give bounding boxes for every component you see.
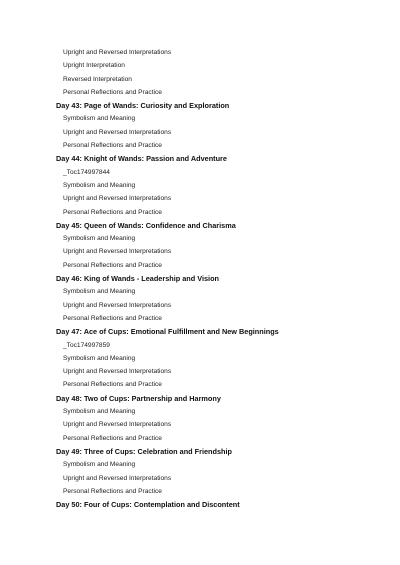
toc-subheading-entry[interactable]: _Toc174997859 xyxy=(63,341,110,349)
toc-heading-entry[interactable]: Day 49: Three of Cups: Celebration and Friendship xyxy=(56,446,232,456)
toc-subheading-entry[interactable]: Personal Reflections and Practice xyxy=(63,434,162,442)
toc-subheading-entry[interactable]: Personal Reflections and Practice xyxy=(63,487,162,495)
toc-heading-entry[interactable]: Day 44: Knight of Wands: Passion and Adventure xyxy=(56,154,227,164)
toc-subheading-entry[interactable]: Upright and Reversed Interpretations xyxy=(63,195,172,203)
toc-subheading-entry[interactable]: Personal Reflections and Practice xyxy=(63,381,162,389)
toc-subheading-entry[interactable]: Symbolism and Meaning xyxy=(63,181,136,189)
toc-heading-entry[interactable]: Day 48: Two of Cups: Partnership and Harmony xyxy=(56,393,221,403)
toc-subheading-entry[interactable]: Personal Reflections and Practice xyxy=(63,88,162,96)
table-of-contents xyxy=(0,46,400,511)
toc-heading-entry[interactable]: Day 46: King of Wands - Leadership and Vision xyxy=(56,274,219,284)
toc-heading-entry[interactable]: Day 47: Ace of Cups: Emotional Fulfillment and New Beginnings xyxy=(56,327,279,337)
toc-subheading-entry[interactable]: Symbolism and Meaning xyxy=(63,235,136,243)
toc-subheading-entry[interactable]: Symbolism and Meaning xyxy=(63,461,136,469)
toc-subheading-entry[interactable]: Symbolism and Meaning xyxy=(63,115,136,123)
toc-subheading-entry[interactable]: _Toc174997844 xyxy=(63,168,110,176)
toc-heading-entry[interactable]: Day 45: Queen of Wands: Confidence and Charisma xyxy=(56,220,236,230)
toc-heading-entry[interactable]: Day 50: Four of Cups: Contemplation and Discontent xyxy=(56,500,240,510)
toc-subheading-entry[interactable]: Personal Reflections and Practice xyxy=(63,261,162,269)
toc-subheading-entry[interactable]: Personal Reflections and Practice xyxy=(63,314,162,322)
toc-subheading-entry[interactable]: Upright and Reversed Interpretations xyxy=(63,474,172,482)
toc-subheading-entry[interactable]: Personal Reflections and Practice xyxy=(63,208,162,216)
toc-subheading-entry[interactable]: Symbolism and Meaning xyxy=(63,408,136,416)
toc-subheading-entry[interactable]: Upright and Reversed Interpretations xyxy=(63,368,172,376)
toc-subheading-entry[interactable]: Reversed Interpretation xyxy=(63,75,132,83)
toc-subheading-entry[interactable]: Upright and Reversed Interpretations xyxy=(63,248,172,256)
toc-subheading-entry[interactable]: Upright and Reversed Interpretations xyxy=(63,128,172,136)
toc-subheading-entry[interactable]: Upright and Reversed Interpretations xyxy=(63,49,172,56)
toc-subheading-entry[interactable]: Personal Reflections and Practice xyxy=(63,142,162,150)
toc-subheading-entry[interactable]: Symbolism and Meaning xyxy=(63,354,136,362)
toc-subheading-entry[interactable]: Upright and Reversed Interpretations xyxy=(63,421,172,429)
toc-subheading-entry[interactable]: Upright Interpretation xyxy=(63,62,125,70)
toc-subheading-entry[interactable]: Symbolism and Meaning xyxy=(63,288,136,296)
toc-heading-entry[interactable]: Day 43: Page of Wands: Curiosity and Exploration xyxy=(56,101,230,111)
toc-subheading-entry[interactable]: Upright and Reversed Interpretations xyxy=(63,301,172,309)
